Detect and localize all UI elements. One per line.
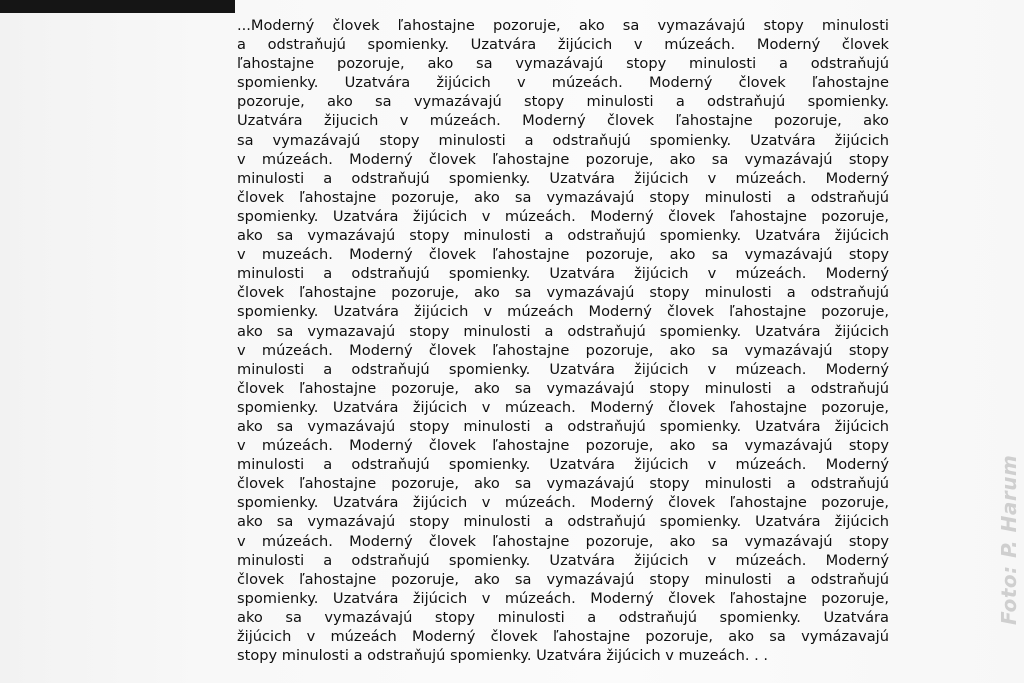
text-line: spomienky. Uzatvára žijúcich v múzeách. Moderný človek ľahostajne pozoruje,: [237, 589, 889, 607]
text-line: sa vymazávajú stopy minulosti a odstraňujú spomienky. Uzatvára žijúcich: [237, 131, 889, 149]
text-line: spomienky. Uzatvára žijúcich v múzeach. Moderný človek ľahostajne pozoruje,: [237, 398, 889, 416]
frame-edge: [0, 0, 235, 13]
text-line: spomienky. Uzatvára žijúcich v múzeách Moderný človek ľahostajne pozoruje,: [237, 303, 889, 321]
text-line: v múzeách. Moderný človek ľahostajne pozoruje, ako sa vymazávajú stopy: [237, 150, 889, 168]
text-line: minulosti a odstraňujú spomienky. Uzatvára žijúcich v múzeách. Moderný: [237, 169, 889, 187]
text-line: ako sa vymazávajú stopy minulosti a odstraňujú spomienky. Uzatvára žijúcich: [237, 227, 889, 245]
text-line: Uzatvára žijucich v múzeách. Moderný človek ľahostajne pozoruje, ako: [237, 112, 889, 130]
text-line: stopy minulosti a odstraňujú spomienky. Uzatvára žijúcich v muzeách. . .: [237, 647, 769, 665]
text-line: človek ľahostajne pozoruje, ako sa vymazávajú stopy minulosti a odstraňujú: [237, 284, 889, 302]
text-line: minulosti a odstraňujú spomienky. Uzatvára žijúcich v múzeách. Moderný: [237, 456, 889, 474]
text-line: spomienky. Uzatvára žijúcich v múzeách. Moderný človek ľahostajne: [237, 74, 889, 92]
text-line: človek ľahostajne pozoruje, ako sa vymazávajú stopy minulosti a odstraňujú: [237, 570, 889, 588]
text-line: človek ľahostajne pozoruje, ako sa vymazávajú stopy minulosti a odstraňujú: [237, 188, 889, 206]
text-line: ako sa vymazávajú stopy minulosti a odstraňujú spomienky. Uzatvára: [237, 608, 889, 626]
photo-credit: Foto: P. Harum: [997, 454, 1021, 625]
text-line: ako sa vymazávajú stopy minulosti a odstraňujú spomienky. Uzatvára žijúcich: [237, 417, 889, 435]
text-line: minulosti a odstraňujú spomienky. Uzatvára žijúcich v múzeach. Moderný: [237, 360, 889, 378]
text-line: ľahostajne pozoruje, ako sa vymazávajú stopy minulosti a odstraňujú: [237, 55, 889, 73]
text-line: spomienky. Uzatvára žijúcich v múzeách. Moderný človek ľahostajne pozoruje,: [237, 494, 889, 512]
text-line: v muzeách. Moderný človek ľahostajne pozoruje, ako sa vymazávajú stopy: [237, 246, 889, 264]
text-line: v múzeách. Moderný človek ľahostajne pozoruje, ako sa vymazávajú stopy: [237, 437, 889, 455]
text-block: [237, 16, 889, 665]
text-line: ako sa vymazavajú stopy minulosti a odstraňujú spomienky. Uzatvára žijúcich: [237, 322, 889, 340]
text-line: minulosti a odstraňujú spomienky. Uzatvára žijúcich v múzeách. Moderný: [237, 551, 889, 569]
text-line: ...Moderný človek ľahostajne pozoruje, ako sa vymazávajú stopy minulosti: [237, 17, 889, 34]
text-line: v múzeách. Moderný človek ľahostajne pozoruje, ako sa vymazávajú stopy: [237, 532, 889, 550]
text-line: pozoruje, ako sa vymazávajú stopy minulosti a odstraňujú spomienky.: [237, 93, 889, 111]
text-line: človek ľahostajne pozoruje, ako sa vymazávajú stopy minulosti a odstraňujú: [237, 379, 889, 397]
text-line: žijúcich v múzeách Moderný človek ľahostajne pozoruje, ako sa vymázavajú: [237, 628, 889, 645]
text-line: ako sa vymazávajú stopy minulosti a odstraňujú spomienky. Uzatvára žijúcich: [237, 513, 889, 531]
text-line: minulosti a odstraňujú spomienky. Uzatvára žijúcich v múzeách. Moderný: [237, 265, 889, 283]
text-line: spomienky. Uzatvára žijúcich v múzeách. Moderný človek ľahostajne pozoruje,: [237, 207, 889, 225]
text-line: v múzeách. Moderný človek ľahostajne pozoruje, ako sa vymazávajú stopy: [237, 341, 889, 359]
text-line: a odstraňujú spomienky. Uzatvára žijúcich v múzeách. Moderný človek: [237, 36, 889, 54]
text-line: človek ľahostajne pozoruje, ako sa vymazávajú stopy minulosti a odstraňujú: [237, 475, 889, 493]
